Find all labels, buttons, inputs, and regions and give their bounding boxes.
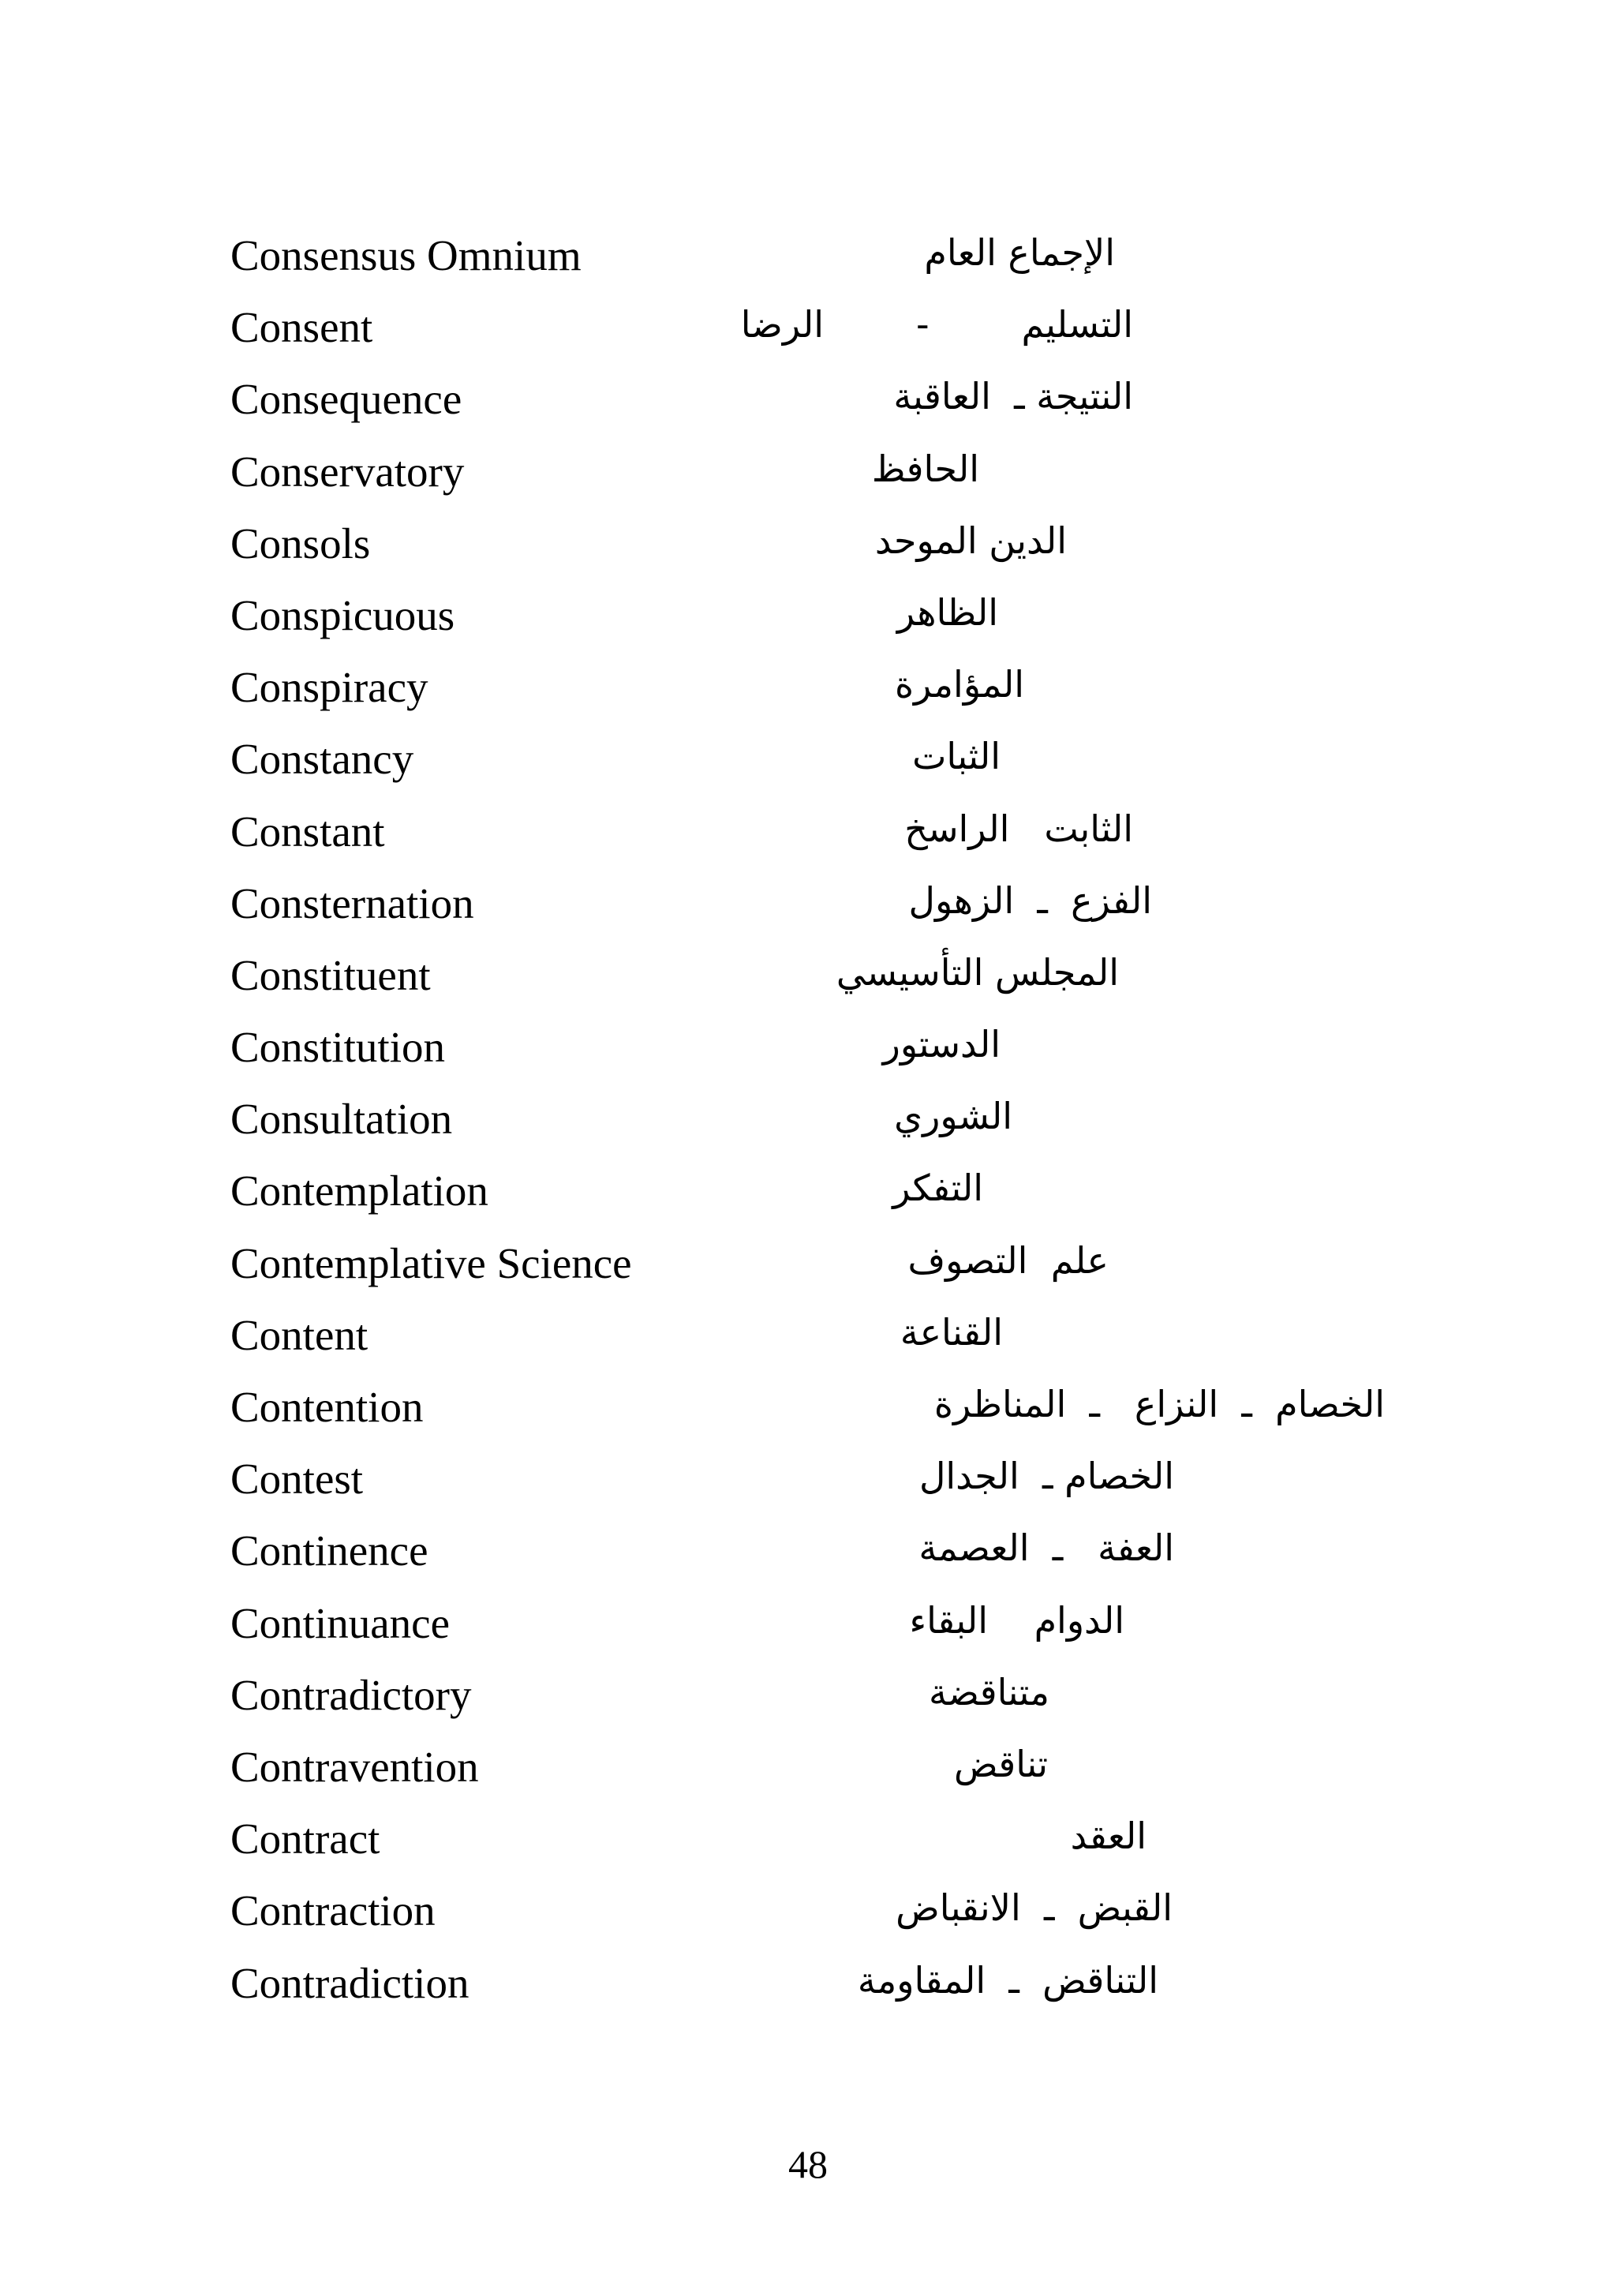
glossary-entry: [0, 1163, 1616, 1234]
glossary-entry: [0, 1882, 1616, 1954]
arabic-translation: النتيجة ـ العاقبة: [893, 375, 1133, 418]
english-term: Contention: [230, 1383, 424, 1431]
arabic-translation: الثبات: [912, 735, 1001, 778]
glossary-entry: [0, 731, 1616, 803]
english-term: Consensus Omnium: [230, 231, 582, 279]
glossary-entry: [0, 1379, 1616, 1451]
english-term: Contemplation: [230, 1167, 488, 1215]
glossary-entry: [0, 1091, 1616, 1163]
arabic-translation: الظاهر: [896, 590, 998, 634]
arabic-translation: متناقضة: [929, 1670, 1049, 1714]
arabic-translation: الثابت الراسخ: [904, 807, 1133, 850]
arabic-translation: الإجماع العام: [924, 231, 1115, 274]
english-term: Contradiction: [230, 1958, 469, 2007]
arabic-translation: التسليم - الرضا: [740, 303, 1133, 346]
english-term: Constancy: [230, 735, 414, 784]
arabic-translation: الفزع ـ الزهول: [908, 878, 1152, 922]
glossary-entry: [0, 227, 1616, 299]
english-term: Consternation: [230, 878, 474, 927]
glossary-entry: [0, 947, 1616, 1019]
english-term: Conservatory: [230, 447, 465, 496]
arabic-translation: القناعة: [900, 1310, 1003, 1354]
english-term: Consols: [230, 519, 371, 567]
arabic-translation: الشوري: [894, 1095, 1012, 1138]
glossary-entry: [0, 299, 1616, 371]
arabic-translation: المجلس التأسيسي: [836, 950, 1119, 994]
english-term: Continuance: [230, 1598, 450, 1647]
arabic-translation: العقد: [1070, 1815, 1147, 1858]
arabic-translation: القبض ـ الانقباض: [896, 1886, 1173, 1930]
english-term: Contemplative Science: [230, 1238, 632, 1287]
glossary-entry: [0, 1739, 1616, 1811]
glossary-entry: [0, 659, 1616, 731]
arabic-translation: الحافظ: [871, 447, 979, 490]
glossary-entry: [0, 587, 1616, 659]
arabic-translation: تناقض: [953, 1742, 1048, 1785]
arabic-translation: الدوام البقاء: [909, 1598, 1124, 1642]
english-term: Content: [230, 1310, 368, 1359]
arabic-translation: الدستور: [882, 1023, 1001, 1066]
glossary-entry: [0, 875, 1616, 947]
arabic-translation: التناقض ـ المقاومة: [857, 1958, 1158, 2002]
english-term: Contract: [230, 1815, 380, 1863]
glossary-entry: [0, 1667, 1616, 1739]
english-term: Contravention: [230, 1742, 479, 1791]
english-term: Consequence: [230, 375, 462, 424]
glossary-entry: [0, 803, 1616, 875]
english-term: Consent: [230, 303, 373, 352]
english-term: Conspiracy: [230, 663, 428, 712]
english-term: Consultation: [230, 1095, 453, 1144]
glossary-entry: [0, 1307, 1616, 1379]
arabic-translation: علم التصوف: [907, 1238, 1109, 1282]
glossary-list: [0, 227, 1616, 2027]
glossary-entry: [0, 1019, 1616, 1091]
arabic-translation: العفة ـ العصمة: [918, 1526, 1174, 1570]
glossary-entry: [0, 1811, 1616, 1882]
page-number: 48: [788, 2142, 828, 2186]
english-term: Constant: [230, 807, 385, 856]
glossary-entry: [0, 1235, 1616, 1307]
arabic-translation: التفكر: [892, 1167, 983, 1210]
arabic-translation: الخصام ـ الجدال: [918, 1455, 1174, 1498]
english-term: Conspicuous: [230, 590, 455, 639]
english-term: Continence: [230, 1526, 428, 1575]
arabic-translation: الدين الموحد: [874, 519, 1067, 562]
glossary-entry: [0, 444, 1616, 515]
glossary-entry: [0, 371, 1616, 443]
english-term: Contest: [230, 1455, 364, 1504]
arabic-translation: الخصام ـ النزاع ـ المناظرة: [933, 1383, 1385, 1425]
english-term: Constitution: [230, 1023, 445, 1072]
glossary-entry: [0, 1523, 1616, 1594]
english-term: Constituent: [230, 950, 431, 999]
glossary-entry: [0, 515, 1616, 587]
english-term: Contraction: [230, 1886, 436, 1935]
english-term: Contradictory: [230, 1670, 472, 1719]
glossary-entry: [0, 1451, 1616, 1523]
glossary-entry: [0, 1595, 1616, 1667]
arabic-translation: المؤامرة: [894, 663, 1024, 706]
glossary-entry: [0, 1955, 1616, 2027]
